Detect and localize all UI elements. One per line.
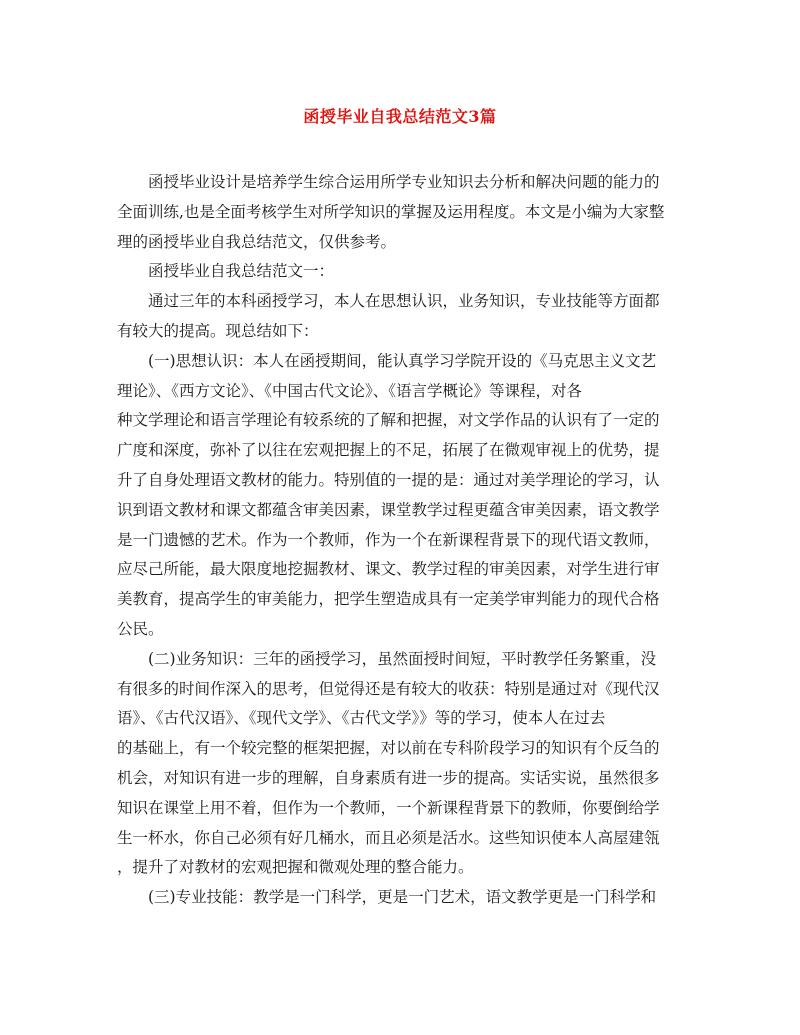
text-line: 识到语文教材和课文都蕴含审美因素，课堂教学过程更蕴含审美因素，语文教学 <box>117 500 660 519</box>
text-line: 应尽己所能，最大限度地挖掘教材、课文、教学过程的审美因素，对学生进行审 <box>117 560 660 579</box>
text-line: ，提升了对教材的宏观把握和微观处理的整合能力。 <box>117 858 474 877</box>
paragraph-section-heading <box>117 257 677 287</box>
paragraph-summary <box>117 287 677 347</box>
paragraph-skills <box>117 883 677 913</box>
text-line: 有很多的时间作深入的思考，但觉得还是有较大的收获：特别是通过对《现代汉 <box>117 679 660 698</box>
text-line: 语》、《古代汉语》、《现代文学》、《古代文学》》等的学习，使本人在过去 <box>117 709 606 728</box>
text-line: 通过三年的本科函授学习，本人在思想认识，业务知识，专业技能等方面都 <box>117 292 660 311</box>
text-line: 有较大的提高。现总结如下： <box>117 321 319 340</box>
paragraph-business <box>117 645 677 883</box>
text-line: 美教育，提高学生的审美能力，把学生塑造成具有一定美学审判能力的现代合格 <box>117 590 660 609</box>
text-line: 广度和深度，弥补了以往在宏观把握上的不足，拓展了在微观审视上的优势，提 <box>117 441 660 460</box>
text-line: 升了自身处理语文教材的能力。特别值的一提的是：通过对美学理论的学习，认 <box>117 470 660 489</box>
text-line: 的基础上，有一个较完整的框架把握，对以前在专科阶段学习的知识有个反刍的 <box>117 739 660 758</box>
text-line: 机会，对知识有进一步的理解，自身素质有进一步的提高。实话实说，虽然很多 <box>117 768 660 787</box>
paragraph-intro <box>117 168 677 257</box>
document-body <box>117 168 677 913</box>
text-line: (二)业务知识：三年的函授学习，虽然面授时间短，平时教学任务繁重，没 <box>117 649 657 668</box>
text-line: 全面训练,也是全面考核学生对所学知识的掌握及运用程度。本文是小编为大家整 <box>117 202 665 221</box>
text-line: 公民。 <box>117 619 164 638</box>
text-line: 种文学理论和语言学理论有较系统的了解和把握，对文学作品的认识有了一定的 <box>117 411 660 430</box>
text-line: 函授毕业设计是培养学生综合运用所学专业知识去分析和解决问题的能力的 <box>117 173 660 191</box>
text-line: (一)思想认识：本人在函授期间，能认真学习学院开设的《马克思主义文艺 <box>117 351 657 370</box>
text-line: 是一门遗憾的艺术。作为一个教师，作为一个在新课程背景下的现代语文教师， <box>117 530 660 549</box>
text-line: 理的函授毕业自我总结范文，仅供参考。 <box>117 232 397 251</box>
text-line: 知识在课堂上用不着，但作为一个教师，一个新课程背景下的教师，你要倒给学 <box>117 798 660 817</box>
paragraph-thought <box>117 347 677 645</box>
text-line: 生一杯水，你自己必须有好几桶水，而且必须是活水。这些知识使本人高屋建瓴 <box>117 828 660 847</box>
text-line: 函授毕业自我总结范文一： <box>117 262 335 281</box>
document-title: 函授毕业自我总结范文3篇 <box>303 107 497 126</box>
text-line: (三)专业技能：教学是一门科学，更是一门艺术，语文教学更是一门科学和 <box>117 888 657 907</box>
text-line: 理论》、《西方文论》、《中国古代文论》、《语言学概论》等课程，对各 <box>117 381 583 400</box>
